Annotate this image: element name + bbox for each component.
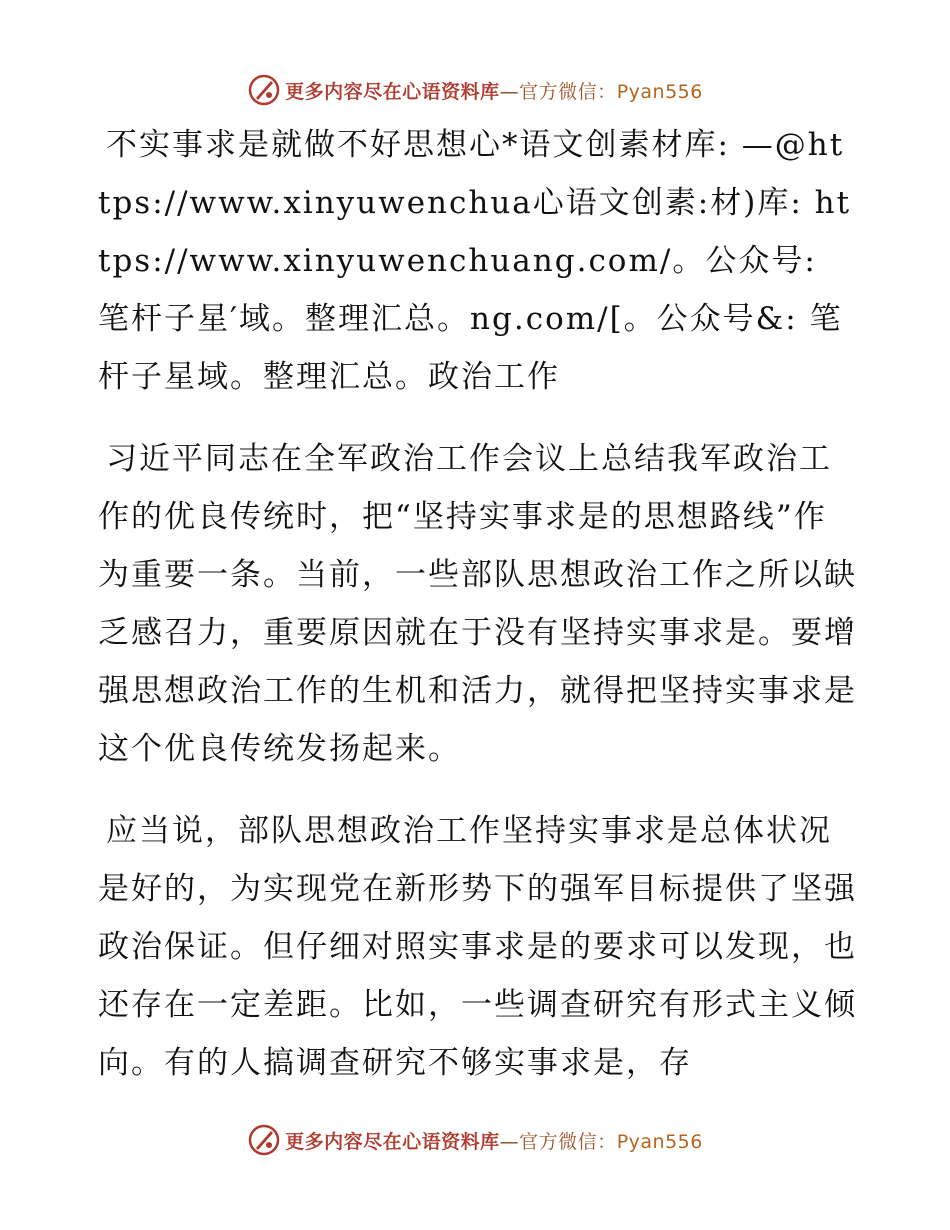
quill-logo-icon (247, 73, 281, 107)
watermark-banner-bottom (0, 1120, 950, 1160)
paragraph-2: 习近平同志在全军政治工作会议上总结我军政治工作的优良传统时，把“坚持实事求是的思想路线”作为重要一条。当前，一些部队思想政治工作之所以缺乏感召力，重要原因就在于没有坚持实事求是。要增强思想政治工作的生机和活力，就得把坚持实事求是这个优良传统发扬起来。 (98, 441, 857, 767)
watermark-text: 更多内容尽在心语资料库—官方微信：Pyan556 (285, 80, 703, 103)
watermark-text: 更多内容尽在心语资料库—官方微信：Pyan556 (285, 1130, 703, 1153)
quill-logo-icon (247, 1123, 281, 1157)
paragraph-3: 应当说，部队思想政治工作坚持实事求是总体状况是好的，为实现党在新形势下的强军目标提供了坚强政治保证。但仔细对照实事求是的要求可以发现，也还存在一定差距。比如，一些调查研究有形式主义倾向。有的人搞调查研究不够实事求是，存 (98, 813, 857, 1081)
document-body (98, 116, 858, 1116)
paragraph-1: 不实事求是就做不好思想心*语文创素材库: —@https://www.xinyuwenchua心语文创素:材)库: https://www.xinyuwenchuang.com/。公众号: 笔杆子星′域。整理汇总。ng.com/[。公众号&: 笔杆子星域。整理汇总。政治工作 (98, 127, 852, 395)
watermark-banner-top (0, 70, 950, 110)
